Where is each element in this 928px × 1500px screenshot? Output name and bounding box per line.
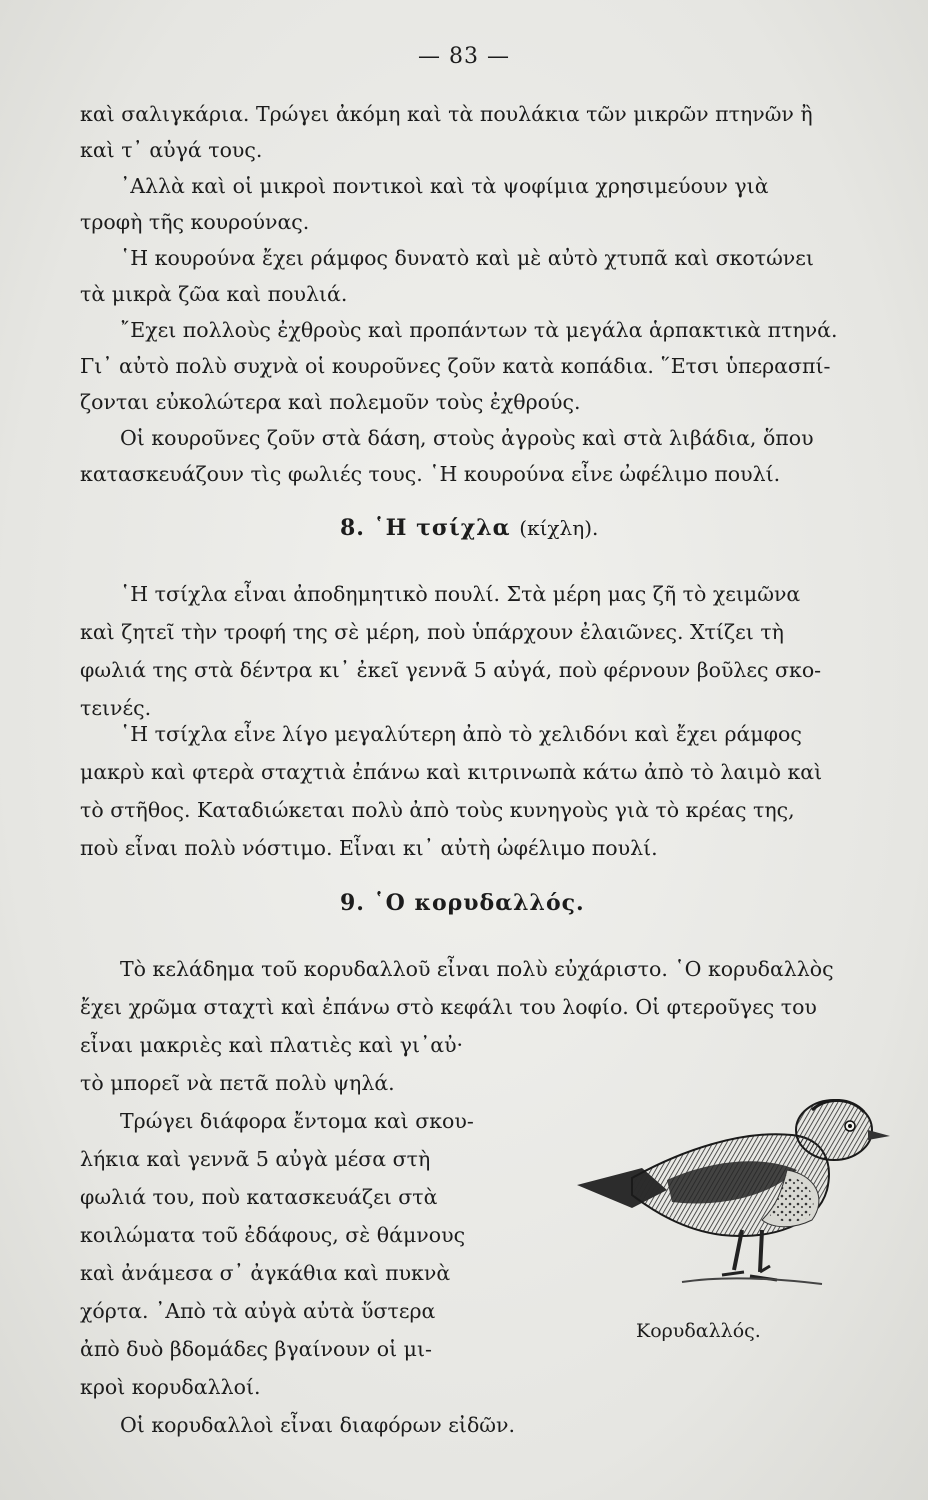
text-line: τὰ μικρὰ ζῶα καὶ πουλιά. (80, 282, 348, 306)
text-line: ποὺ εἶναι πολὺ νόστιμο. Εἶναι κι᾿ αὐτὴ ὠφέλιμο πουλί. (80, 836, 658, 860)
text-line: μακρὺ καὶ φτερὰ σταχτιὰ ἐπάνω καὶ κιτρινωπὰ κάτω ἀπὸ τὸ λαιμὸ καὶ (80, 760, 823, 784)
text-line: καὶ τ᾿ αὐγά τους. (80, 138, 263, 162)
section-title: ῾Η τσίχλα (373, 515, 511, 541)
text-line: ἀπὸ δυὸ βδομάδες βγαίνουν οἱ μι- (80, 1337, 432, 1361)
text-line: λήκια καὶ γεννᾶ 5 αὐγὰ μέσα στὴ (80, 1147, 431, 1171)
text-line: ζονται εὐκολώτερα καὶ πολεμοῦν τοὺς ἐχθρούς. (80, 390, 581, 414)
text-line: κοιλώματα τοῦ ἐδάφους, σὲ θάμνους (80, 1223, 466, 1247)
section-heading-8 (340, 515, 598, 541)
text-line: Γι᾿ αὐτὸ πολὺ συχνὰ οἱ κουροῦνες ζοῦν κατὰ κοπάδια. ῞Ετσι ὑπερασπί- (80, 354, 831, 378)
text-line: φωλιά της στὰ δέντρα κι᾿ ἐκεῖ γεννᾶ 5 αὐγά, ποὺ φέρνουν βοῦλες σκο- (80, 658, 822, 682)
text-line: κροὶ κορυδαλλοί. (80, 1375, 261, 1399)
text-line: τροφὴ τῆς κουρούνας. (80, 210, 310, 234)
section-number: 9. (340, 890, 365, 916)
text-line: τεινές. (80, 696, 152, 720)
section-title: ῾Ο κορυδαλλός. (373, 890, 585, 916)
text-line: εἶναι μακριὲς καὶ πλατιὲς καὶ γι᾿αὐ· (80, 1033, 464, 1057)
text-line: φωλιά του, ποὺ κατασκευάζει στὰ (80, 1185, 438, 1209)
text-line: καὶ ζητεῖ τὴν τροφή της σὲ μέρη, ποὺ ὑπάρχουν ἐλαιῶνες. Χτίζει τὴ (80, 620, 784, 644)
bird-pupil (848, 1124, 852, 1128)
text-line: τὸ στῆθος. Καταδιώκεται πολὺ ἀπὸ τοὺς κυνηγοὺς γιὰ τὸ κρέας της, (80, 798, 795, 822)
text-line: Τὸ κελάδημα τοῦ κορυδαλλοῦ εἶναι πολὺ εὐχάριστο. ῾Ο κορυδαλλὸς (120, 957, 834, 981)
text-line: ῾Η κουρούνα ἔχει ράμφος δυνατὸ καὶ μὲ αὐτὸ χτυπᾶ καὶ σκοτώνει (120, 246, 814, 270)
page-number: — 83 — (418, 44, 510, 69)
text-line: κατασκευάζουν τὶς φωλιές τους. ῾Η κουρούνα εἶνε ὠφέλιμο πουλί. (80, 462, 781, 486)
section-number: 8. (340, 515, 365, 541)
text-line: Τρώγει διάφορα ἔντομα καὶ σκου- (120, 1109, 474, 1133)
section-title-alt: (κίχλη). (519, 516, 599, 540)
lark-illustration (572, 1090, 892, 1310)
figure-caption: Κορυδαλλός. (636, 1320, 761, 1342)
text-line: καὶ ἀνάμεσα σ᾿ ἀγκάθια καὶ πυκνὰ (80, 1261, 451, 1285)
text-line: ῾Η τσίχλα εἶνε λίγο μεγαλύτερη ἀπὸ τὸ χελιδόνι καὶ ἔχει ράμφος (120, 722, 802, 746)
text-line: ῎Εχει πολλοὺς ἐχθροὺς καὶ προπάντων τὰ μεγάλα ἁρπακτικὰ πτηνά. (120, 318, 838, 342)
bird-beak (868, 1130, 890, 1140)
text-line: καὶ σαλιγκάρια. Τρώγει ἀκόμη καὶ τὰ πουλάκια τῶν μικρῶν πτηνῶν ἢ (80, 102, 813, 126)
text-line: Οἱ κουροῦνες ζοῦν στὰ δάση, στοὺς ἀγροὺς καὶ στὰ λιβάδια, ὅπου (120, 426, 814, 450)
text-line: ἔχει χρῶμα σταχτὶ καὶ ἐπάνω στὸ κεφάλι του λοφίο. Οἱ φτεροῦγες του (80, 995, 817, 1019)
text-line: ῾Η τσίχλα εἶναι ἀποδημητικὸ πουλί. Στὰ μέρη μας ζῆ τὸ χειμῶνα (120, 582, 801, 606)
text-line: χόρτα. ᾿Απὸ τὰ αὐγὰ αὐτὰ ὕστερα (80, 1299, 436, 1323)
section-heading-9 (340, 890, 585, 916)
text-line: τὸ μπορεῖ νὰ πετᾶ πολὺ ψηλά. (80, 1071, 395, 1095)
text-line: ᾿Αλλὰ καὶ οἱ μικροὶ ποντικοὶ καὶ τὰ ψοφίμια χρησιμεύουν γιὰ (120, 174, 769, 198)
text-line: Οἱ κορυδαλλοὶ εἶναι διαφόρων εἰδῶν. (120, 1413, 515, 1437)
ground-line (682, 1278, 822, 1284)
